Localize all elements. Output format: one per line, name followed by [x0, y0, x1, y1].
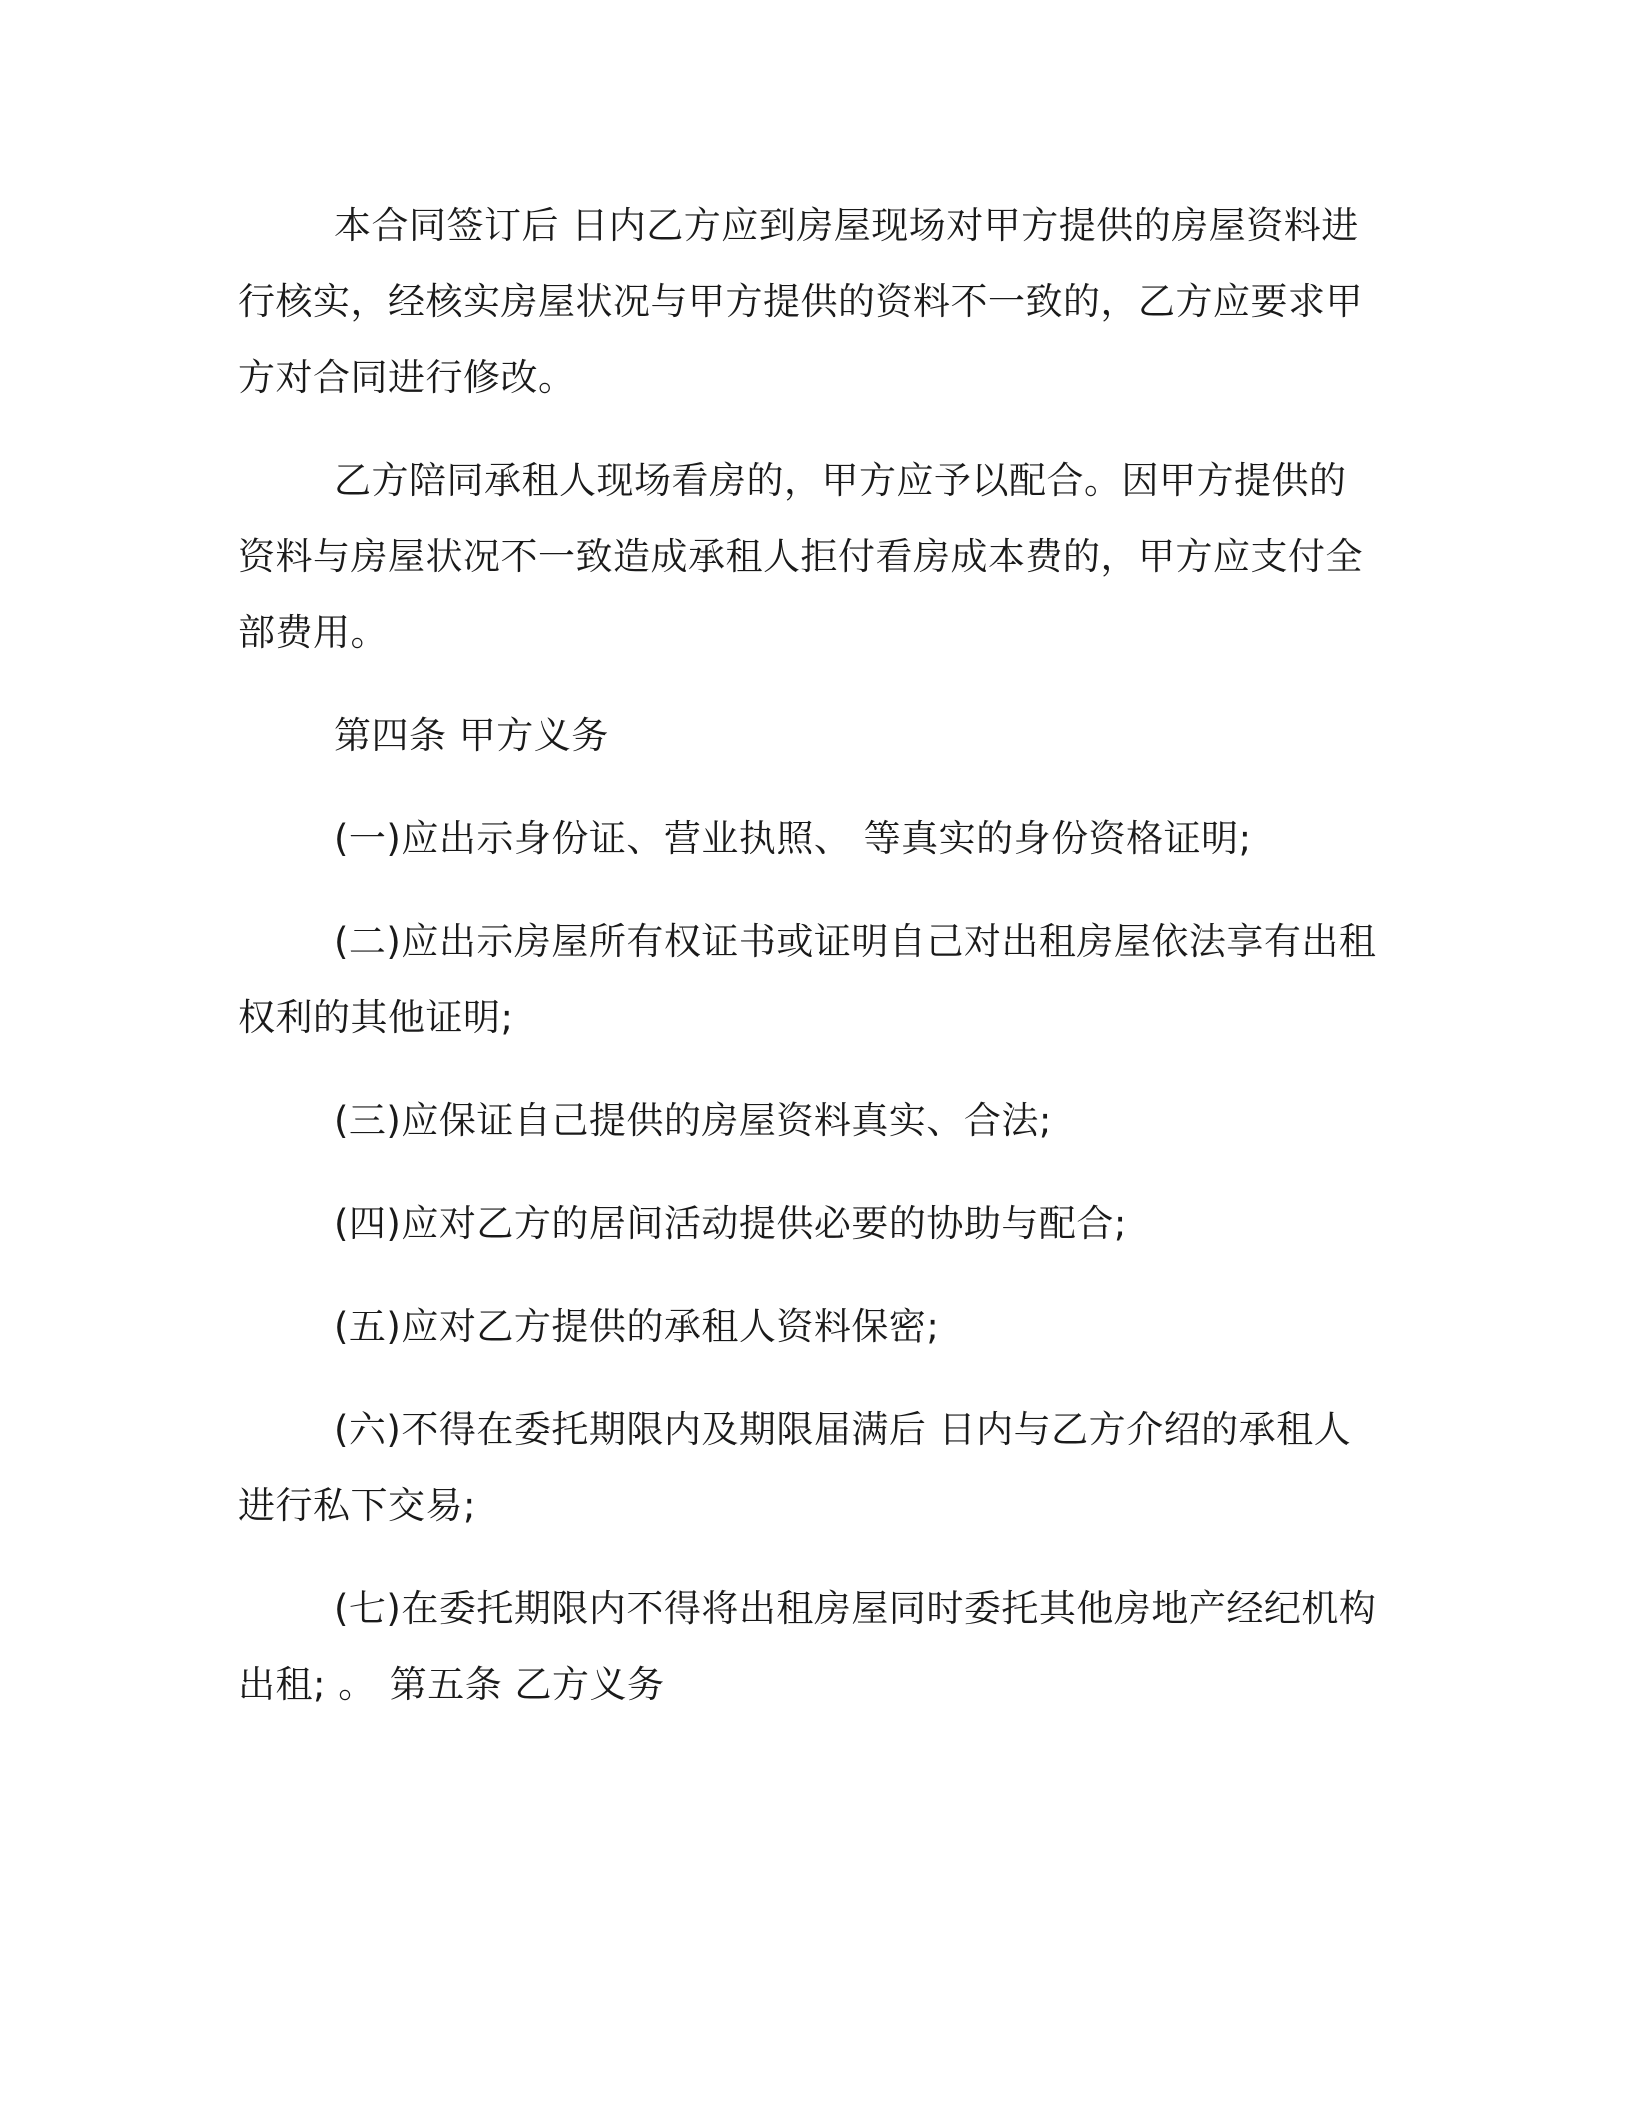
article-5-heading: 第五条 乙方义务	[389, 1663, 665, 1706]
duty-item-7	[238, 1571, 1378, 1723]
article-4-heading: 第四条 甲方义务	[334, 714, 609, 757]
duty-item-7-text: (七)在委托期限内不得将出租房屋同时委托其他房地产经纪机构出租; 。	[238, 1587, 1377, 1706]
paragraph-verification: 本合同签订后 日内乙方应到房屋现场对甲方提供的房屋资料进行核实，经核实房屋状况与甲方提供的资料不一致的，乙方应要求甲方对合同进行修改。	[238, 204, 1363, 399]
document-body	[238, 188, 1378, 1723]
paragraph-viewing-cooperation: 乙方陪同承租人现场看房的，甲方应予以配合。因甲方提供的资料与房屋状况不一致造成承租人拒付看房成本费的，甲方应支付全部费用。	[238, 459, 1363, 654]
duty-item-6: (六)不得在委托期限内及期限届满后 日内与乙方介绍的承租人进行私下交易;	[238, 1408, 1352, 1527]
duty-item-2: (二)应出示房屋所有权证书或证明自己对出租房屋依法享有出租权利的其他证明;	[238, 920, 1377, 1039]
duty-item-4: (四)应对乙方的居间活动提供必要的协助与配合;	[334, 1202, 1127, 1245]
duty-item-3: (三)应保证自己提供的房屋资料真实、合法;	[334, 1099, 1052, 1142]
duty-item-1: (一)应出示身份证、营业执照、 等真实的身份资格证明;	[334, 817, 1252, 860]
duty-item-5: (五)应对乙方提供的承租人资料保密;	[334, 1305, 940, 1348]
